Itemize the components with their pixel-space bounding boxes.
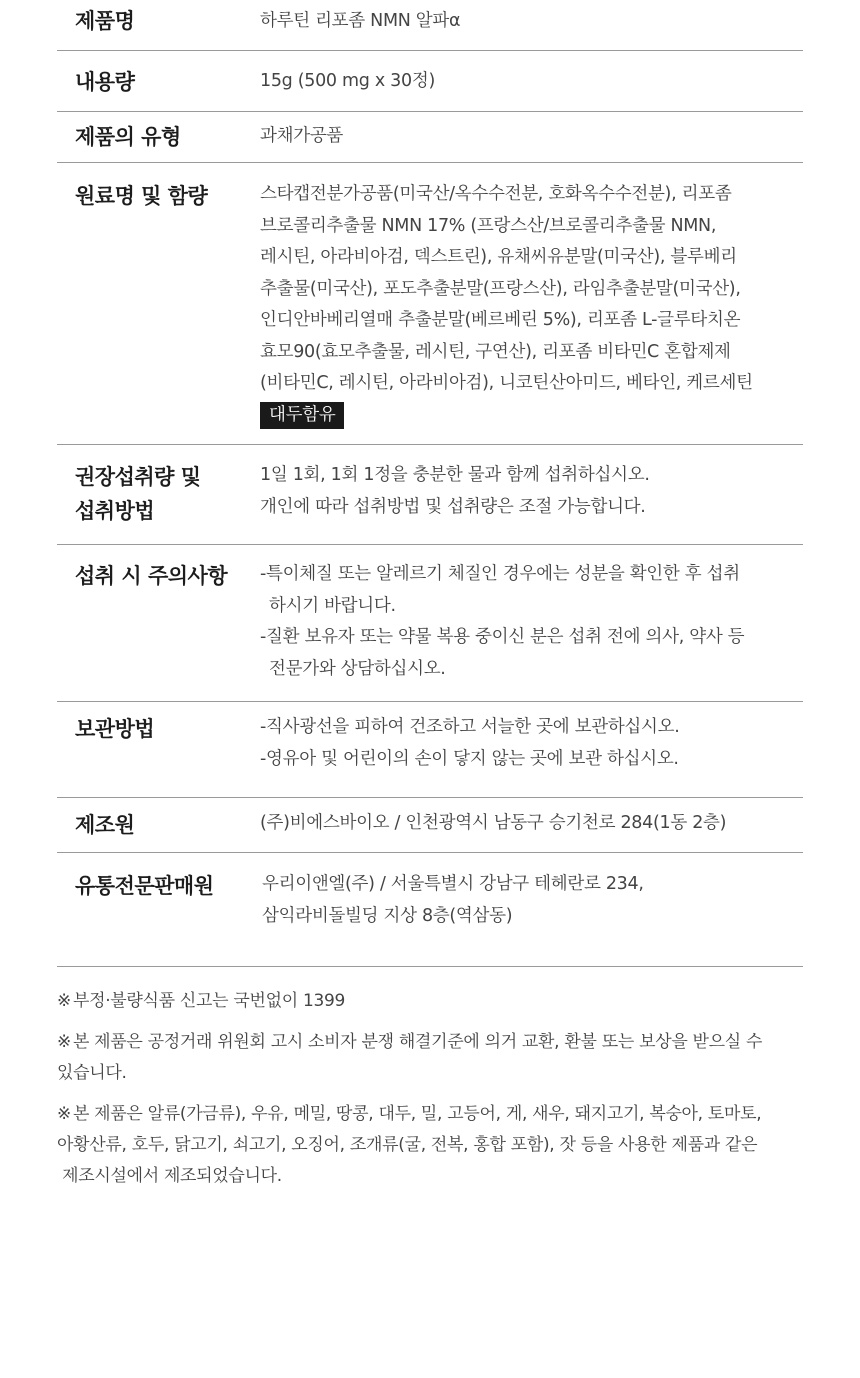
- divider: [57, 852, 803, 853]
- row-label-line: 권장섭취량 및: [75, 465, 201, 489]
- row-value: [260, 6, 790, 38]
- value-line: (비타민C, 레시틴, 아라비아검), 니코틴산아미드, 베타인, 케르세틴: [260, 373, 753, 393]
- value-line: 효모90(효모추출물, 레시틴, 구연산), 리포좀 비타민C 혼합제제: [260, 341, 731, 362]
- row-label: 섭취 시 주의사항: [75, 564, 228, 588]
- value-line: -직사광선을 피하여 건조하고 서늘한 곳에 보관하십시오.: [260, 717, 680, 737]
- value-line: 전문가와 상담하십시오.: [269, 658, 446, 679]
- row-value: [260, 179, 790, 431]
- value-line: 레시틴, 아라비아검, 덱스트린), 유채씨유분말(미국산), 블루베리: [260, 247, 737, 267]
- notice-item: [57, 986, 803, 1017]
- notice-line: 본 제품은 알류(가금류), 우유, 메밀, 땅콩, 대두, 밀, 고등어, 게, 새우, 돼지고기, 복숭아, 토마토,: [72, 1104, 762, 1124]
- row-value: [260, 66, 790, 98]
- divider: [57, 966, 803, 967]
- row-value: [260, 559, 790, 685]
- row-label: 제품명: [75, 9, 135, 33]
- row-value: [260, 460, 790, 523]
- notice-line: 있습니다.: [57, 1063, 127, 1083]
- value-line: 하루틴 리포좀 NMN 알파α: [260, 11, 461, 31]
- row-label: 보관방법: [75, 717, 155, 741]
- row-value: [260, 712, 790, 775]
- divider: [57, 444, 803, 445]
- value-line: 삼익라비돌빌딩 지상 8층(역삼동): [262, 905, 513, 926]
- value-line: 스타캡전분가공품(미국산/옥수수전분, 호화옥수수전분), 리포좀: [260, 184, 732, 204]
- value-line: 브로콜리추출물 NMN 17% (프랑스산/브로콜리추출물 NMN,: [260, 215, 717, 236]
- value-line: 15g (500 mg x 30정): [260, 71, 435, 91]
- divider: [57, 162, 803, 163]
- row-value: [262, 869, 792, 932]
- divider: [57, 701, 803, 702]
- reference-mark: ※: [57, 1104, 71, 1124]
- reference-mark: ※: [57, 991, 71, 1011]
- notice-line: 제조시설에서 제조되었습니다.: [57, 1166, 282, 1186]
- row-value: [260, 121, 790, 153]
- reference-mark: ※: [57, 1032, 71, 1052]
- notice-list: [57, 986, 803, 1202]
- row-label-line: 섭취방법: [75, 499, 155, 523]
- allergen-tag: 대두함유: [260, 402, 344, 429]
- value-line: -영유아 및 어린이의 손이 닿지 않는 곳에 보관 하십시오.: [260, 748, 679, 769]
- row-label: 제품의 유형: [75, 125, 181, 149]
- value-line: 우리이앤엘(주) / 서울특별시 강남구 테헤란로 234,: [262, 874, 644, 894]
- value-line: 과채가공품: [260, 126, 344, 146]
- notice-item: [57, 1099, 803, 1192]
- value-line: 1일 1회, 1회 1정을 충분한 물과 함께 섭취하십시오.: [260, 465, 650, 485]
- row-label: [75, 460, 245, 528]
- value-line: -특이체질 또는 알레르기 체질인 경우에는 성분을 확인한 후 섭취: [260, 564, 740, 584]
- divider: [57, 111, 803, 112]
- notice-line: 부정·불량식품 신고는 국번없이 1399: [72, 991, 346, 1011]
- row-label: 제조원: [75, 813, 135, 837]
- notice-line: 본 제품은 공정거래 위원회 고시 소비자 분쟁 해결기준에 의거 교환, 환불 또는 보상을 받으실 수: [72, 1032, 763, 1052]
- value-line: 개인에 따라 섭취방법 및 섭취량은 조절 가능합니다.: [260, 496, 646, 517]
- divider: [57, 797, 803, 798]
- value-line: 하시기 바랍니다.: [269, 595, 396, 616]
- row-label: 내용량: [75, 70, 135, 94]
- row-value: [260, 808, 790, 840]
- value-line: -질환 보유자 또는 약물 복용 중이신 분은 섭취 전에 의사, 약사 등: [260, 627, 745, 647]
- divider: [57, 50, 803, 51]
- notice-item: [57, 1027, 803, 1089]
- divider: [57, 544, 803, 545]
- notice-line: 아황산류, 호두, 닭고기, 쇠고기, 오징어, 조개류(굴, 전복, 홍합 포함), 잣 등을 사용한 제품과 같은: [57, 1135, 758, 1155]
- value-line: 인디안바베리열매 추출분말(베르베린 5%), 리포좀 L-글루타치온: [260, 310, 741, 330]
- row-label: 유통전문판매원: [75, 874, 214, 898]
- value-line: 추출물(미국산), 포도추출분말(프랑스산), 라임추출분말(미국산),: [260, 278, 741, 299]
- row-label: 원료명 및 함량: [75, 184, 208, 208]
- value-line: (주)비에스바이오 / 인천광역시 남동구 승기천로 284(1동 2층): [260, 813, 727, 833]
